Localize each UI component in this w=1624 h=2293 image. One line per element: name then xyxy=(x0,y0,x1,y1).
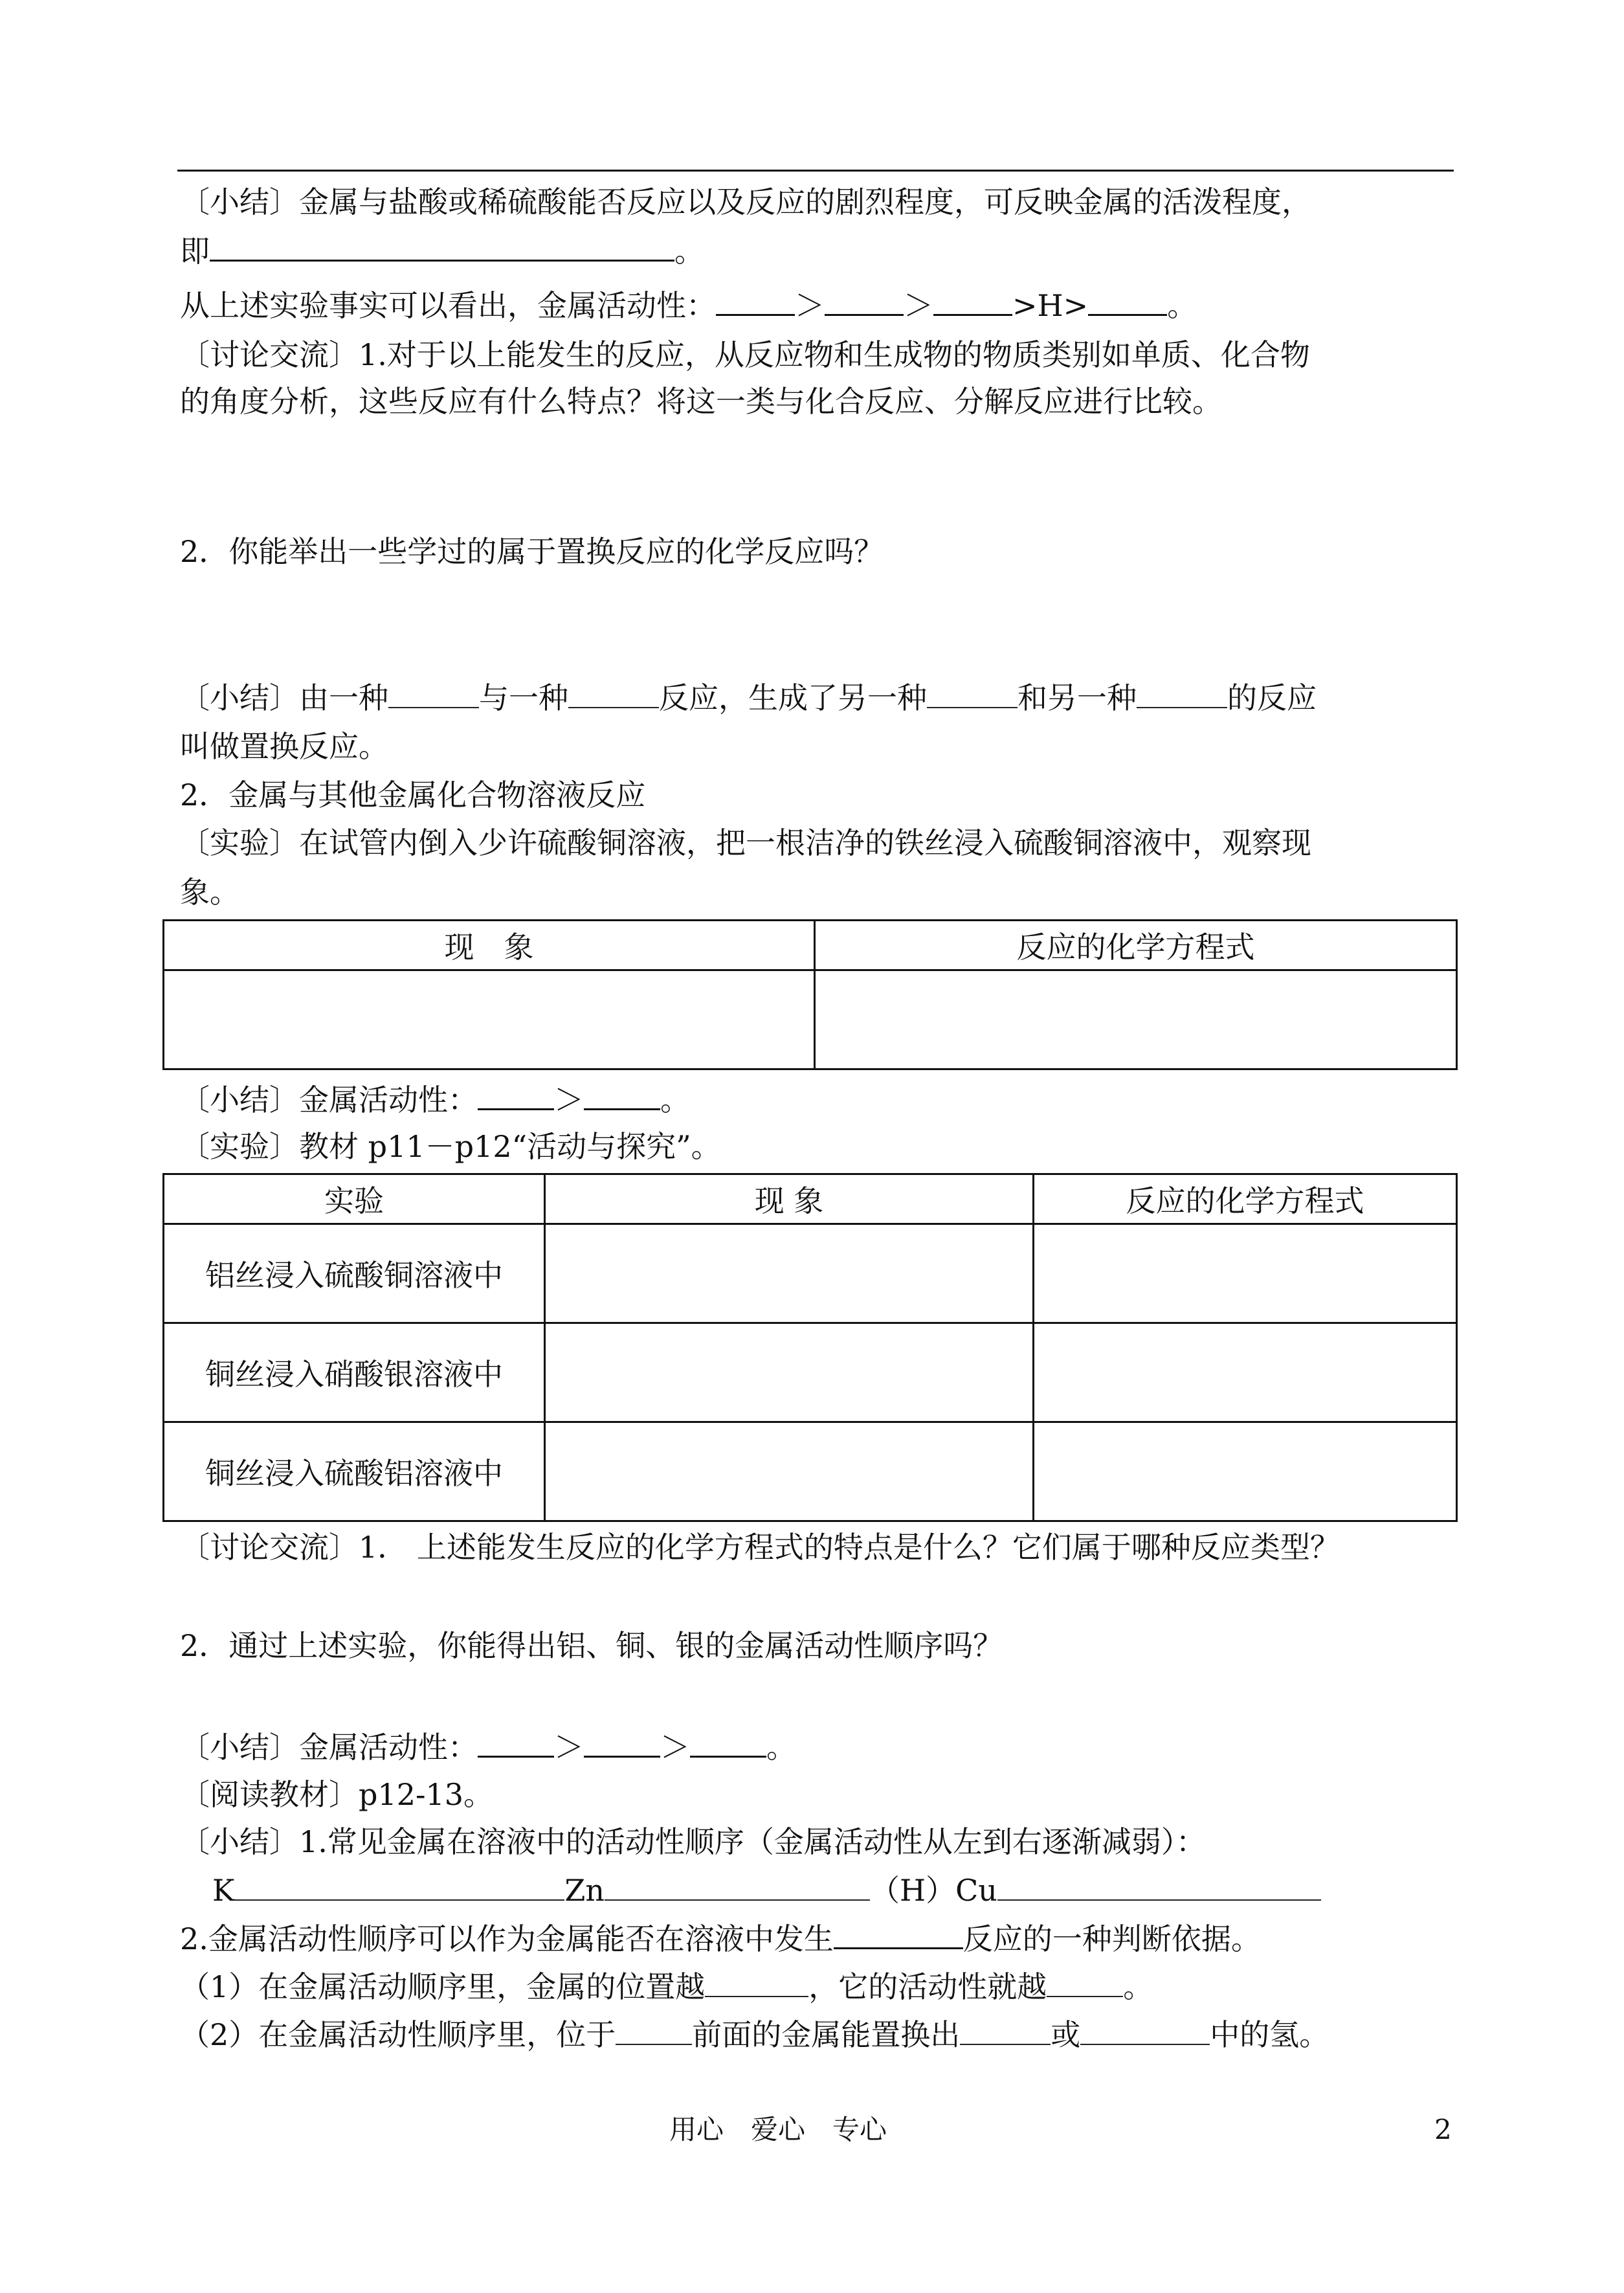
discussion-1: 〔讨论交流〕1.对于以上能发生的反应，从反应物和生成物的物质类别如单质、化合物 xyxy=(180,337,1310,372)
table-header: 反应的化学方程式 xyxy=(815,921,1457,970)
section-2-heading: 2．金属与其他金属化合物溶液反应 xyxy=(180,777,646,812)
rule-2: （2）在金属活动性顺序里，位于 前面的金属能置换出 或 中的氢。 xyxy=(180,2015,1329,2054)
blank-line xyxy=(478,1727,554,1758)
question-2: 2．你能举出一些学过的属于置换反应的化学反应吗？ xyxy=(180,534,884,569)
table-header: 现 象 xyxy=(164,921,815,970)
table-cell xyxy=(545,1224,1034,1323)
blank-line xyxy=(1080,2015,1210,2045)
blank-line xyxy=(478,1080,554,1110)
blank-line xyxy=(960,2015,1051,2045)
rule-1: （1）在金属活动顺序里，金属的位置越 ，它的活动性就越 。 xyxy=(180,1967,1153,2006)
table-cell xyxy=(545,1323,1034,1422)
table-row-label: 铜丝浸入硫酸铝溶液中 xyxy=(164,1422,545,1521)
table-cell xyxy=(815,970,1457,1069)
blank-line xyxy=(933,285,1012,316)
blank-line xyxy=(584,1727,660,1758)
activity-series-line: K Zn （H）Cu xyxy=(212,1871,1321,1910)
blank-line xyxy=(1047,1967,1123,1997)
table-header: 反应的化学方程式 xyxy=(1034,1174,1457,1224)
reading: 〔阅读教材〕p12-13。 xyxy=(180,1777,494,1812)
blank-line xyxy=(616,2015,692,2045)
blank-line xyxy=(388,678,479,708)
blank-line xyxy=(716,285,795,316)
blank-line xyxy=(997,1871,1321,1901)
summary-replacement: 〔小结〕由一种 与一种 反应，生成了另一种 和另一种 的反应 xyxy=(180,678,1317,717)
table-metal-solutions xyxy=(162,1173,1458,1522)
blank-line xyxy=(1088,285,1167,316)
blank-line xyxy=(1137,678,1227,708)
blank-line xyxy=(584,1080,660,1110)
table-row-label: 铜丝浸入硝酸银溶液中 xyxy=(164,1323,545,1422)
discussion-2: 〔讨论交流〕1． 上述能发生反应的化学方程式的特点是什么？它们属于哪种反应类型？ xyxy=(180,1530,1340,1565)
table-iron-copper xyxy=(162,919,1458,1070)
footer-motto: 用心 爱心 专心 xyxy=(669,2114,887,2145)
page-number: 2 xyxy=(1434,2114,1452,2145)
blank-line xyxy=(690,1727,766,1758)
blank-line xyxy=(234,1871,564,1901)
table-cell xyxy=(164,970,815,1069)
table-cell xyxy=(1034,1422,1457,1521)
summary-order: 〔小结〕1.常见金属在溶液中的活动性顺序（金属活动性从左到右逐渐减弱）： xyxy=(180,1824,1206,1859)
table-cell xyxy=(1034,1224,1457,1323)
experiment-1-cont: 象。 xyxy=(180,875,239,910)
blank-line xyxy=(605,1871,870,1901)
experiment-2: 〔实验〕教材 p11－p12“活动与探究”。 xyxy=(180,1129,721,1164)
summary-activity-2: 〔小结〕金属活动性： ＞ 。 xyxy=(180,1080,690,1119)
table-cell xyxy=(545,1422,1034,1521)
table-cell xyxy=(1034,1323,1457,1422)
question-order: 2．通过上述实验，你能得出铝、铜、银的金属活动性顺序吗？ xyxy=(180,1628,1003,1663)
blank-line xyxy=(210,231,674,262)
blank-line xyxy=(834,1919,963,1949)
blank-line xyxy=(705,1967,808,1997)
summary-1: 〔小结〕金属与盐酸或稀硫酸能否反应以及反应的剧烈程度，可反映金属的活泼程度， xyxy=(180,185,1311,219)
activity-order-line: 从上述实验事实可以看出，金属活动性： ＞ ＞ >H> 。 xyxy=(180,285,1197,325)
discussion-1-cont: 的角度分析，这些反应有什么特点？将这一类与化合反应、分解反应进行比较。 xyxy=(180,384,1222,419)
summary-1-cont: 即 。 xyxy=(180,231,704,271)
table-header: 现 象 xyxy=(545,1174,1034,1224)
table-header: 实验 xyxy=(164,1174,545,1224)
summary-activity-3: 〔小结〕金属活动性： ＞ ＞ 。 xyxy=(180,1727,796,1767)
blank-line xyxy=(568,678,659,708)
summary-replacement-cont: 叫做置换反应。 xyxy=(180,729,388,764)
blank-line xyxy=(825,285,904,316)
header-rule xyxy=(177,170,1454,172)
blank-line xyxy=(927,678,1018,708)
table-row-label: 铝丝浸入硫酸铜溶液中 xyxy=(164,1224,545,1323)
summary-basis: 2.金属活动性顺序可以作为金属能否在溶液中发生 反应的一种判断依据。 xyxy=(180,1919,1261,1958)
experiment-1: 〔实验〕在试管内倒入少许硫酸铜溶液，把一根洁净的铁丝浸入硫酸铜溶液中，观察现 xyxy=(180,825,1311,860)
